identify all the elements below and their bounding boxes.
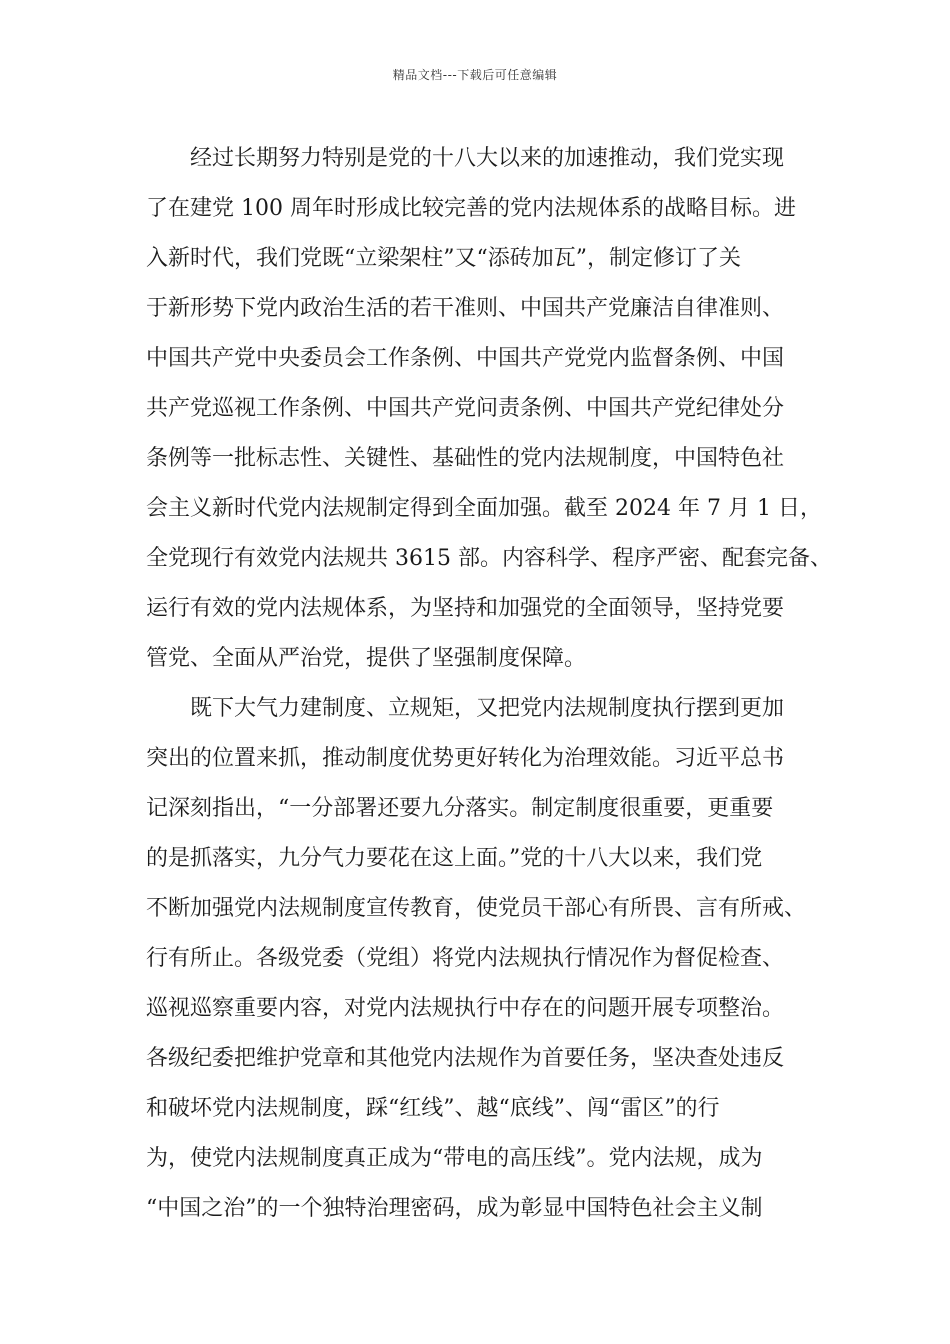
text-line: 共产党巡视工作条例、中国共产党问责条例、中国共产党纪律处分	[146, 396, 785, 421]
text-line: 条例等一批标志性、关键性、基础性的党内法规制度，中国特色社	[146, 446, 785, 471]
text-line: 既下大气力建制度、立规矩，又把党内法规制度执行摆到更加	[190, 696, 785, 721]
text-line: 为，使党内法规制度真正成为“带电的高压线”。党内法规，成为	[146, 1146, 763, 1171]
text-line: “中国之治”的一个独特治理密码，成为彰显中国特色社会主义制	[146, 1196, 763, 1221]
text-line: 记深刻指出，“一分部署还要九分落实。制定制度很重要，更重要	[146, 796, 774, 821]
text-line: 全党现行有效党内法规共 3615 部。内容科学、程序严密、配套完备、	[146, 546, 832, 571]
text-line: 运行有效的党内法规体系，为坚持和加强党的全面领导，坚持党要	[146, 596, 785, 621]
text-line: 的是抓落实，九分气力要花在这上面。”党的十八大以来，我们党	[146, 846, 763, 871]
text-line: 了在建党 100 周年时形成比较完善的党内法规体系的战略目标。进	[146, 196, 796, 221]
document-body	[146, 134, 832, 1234]
text-line: 各级纪委把维护党章和其他党内法规作为首要任务，坚决查处违反	[146, 1046, 785, 1071]
text-line: 中国共产党中央委员会工作条例、中国共产党党内监督条例、中国	[146, 346, 785, 371]
text-line: 不断加强党内法规制度宣传教育，使党员干部心有所畏、言有所戒、	[146, 896, 807, 921]
text-line: 巡视巡察重要内容，对党内法规执行中存在的问题开展专项整治。	[146, 996, 785, 1021]
page-header: 精品文档---下载后可任意编辑	[392, 68, 558, 82]
text-line: 于新形势下党内政治生活的若干准则、中国共产党廉洁自律准则、	[146, 296, 785, 321]
paragraph-2	[146, 684, 826, 1234]
paragraph-1	[146, 134, 832, 684]
text-line: 管党、全面从严治党，提供了坚强制度保障。	[146, 646, 587, 671]
text-line: 和破坏党内法规制度，踩“红线”、越“底线”、闯“雷区”的行	[146, 1096, 720, 1121]
text-line: 会主义新时代党内法规制定得到全面加强。截至 2024 年 7 月 1 日，	[146, 496, 822, 521]
text-line: 行有所止。各级党委（党组）将党内法规执行情况作为督促检查、	[146, 946, 785, 971]
text-line: 经过长期努力特别是党的十八大以来的加速推动，我们党实现	[190, 146, 785, 171]
text-line: 突出的位置来抓，推动制度优势更好转化为治理效能。习近平总书	[146, 746, 785, 771]
text-line: 入新时代，我们党既“立梁架柱”又“添砖加瓦”，制定修订了关	[146, 246, 741, 271]
